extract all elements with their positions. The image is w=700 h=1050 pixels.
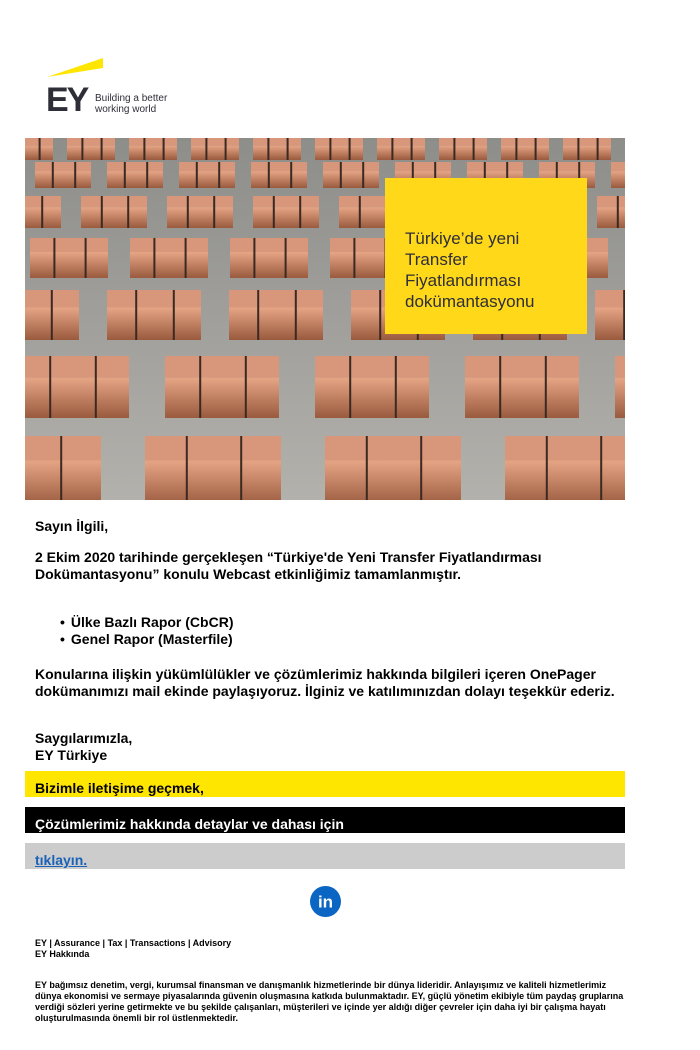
hero-title-line-4: dokümantasyonu [405,292,535,311]
contact-bar: Bizimle iletişime geçmek, [25,771,625,797]
copper-stack-top [595,290,625,308]
stack-strap [51,290,53,340]
stack-strap [101,196,103,228]
stack-strap [85,238,87,278]
copper-stack-side [251,171,307,188]
copper-stack-side [439,146,487,160]
stack-strap [52,162,54,188]
copper-stack-top [129,138,177,146]
stack-strap [213,196,215,228]
copper-stack-side [505,461,625,501]
stack-strap [186,436,188,500]
intro-paragraph: 2 Ekim 2020 tarihinde gerçekleşen “Türkiye'de Yeni Transfer Fiyatlandırması Dokümantasyonu” konulu Webcast etkinliğimiz tamamlanmıştır. [35,549,542,582]
stack-strap [395,356,397,418]
copper-stack-top [167,196,233,207]
linkedin-icon-text: in [317,892,334,912]
copper-stack-top [501,138,549,146]
stack-strap [49,356,51,418]
click-here-link[interactable]: tıklayın. [35,852,88,868]
stack-strap [185,238,187,278]
stack-strap [499,356,501,418]
hero-banner [25,138,625,500]
stack-strap [285,238,287,278]
copper-stack-top [315,138,363,146]
stack-strap [153,238,155,278]
stack-strap [545,356,547,418]
linkedin-icon[interactable] [310,886,341,917]
copper-stack-top [597,196,625,207]
copper-stack-top [230,238,308,252]
hero-title-box [385,178,587,334]
copper-stack-side [253,146,301,160]
copper-stack-side [501,146,549,160]
copper-stack-side [611,171,625,188]
stack-strap [453,138,455,160]
copper-stack-side [191,146,239,160]
logo-tagline-2: working world [95,104,157,115]
stack-strap [173,290,175,340]
footer-description: EY bağımsız denetim, vergi, kurumsal finansman ve danışmanlık hizmetlerinde bir dünya lideridir. Anlayışımız ve kaliteli hizmetlerimiz dünya ekonomisi ve sermaye piyasalarında güvenin oluşmasına katkıda bulunmaktadır. EY, güçlü yönetim ekibiyle tüm paydaş gruplarına verdiği sözleri yerine getirmekte ve bu şekilde çalışanları, müşterileri ve içinde yer aldığı diğer çevreler için daha iyi bir çalışma hayatı oluşturulmasında önemli bir rol üstlenmektedir. [35,980,624,1023]
topic-list [60,614,233,648]
hero-title-line-2: Transfer [405,250,468,269]
stack-strap [349,138,351,160]
copper-stack-side [107,308,201,341]
copper-stack-side [25,378,129,418]
copper-stack-top [563,138,611,146]
copper-stack-top [67,138,115,146]
copper-stack-side [25,461,101,501]
stack-strap [245,356,247,418]
stack-strap [546,436,548,500]
copper-stack-top [35,162,91,171]
copper-stack-side [615,378,625,418]
copper-stack-side [81,207,147,228]
copper-stack-top [611,162,625,171]
stack-strap [205,138,207,160]
stack-strap [74,162,76,188]
copper-stack-top [30,238,108,252]
stack-strap [60,436,62,500]
stack-strap [135,290,137,340]
copper-stack-top [395,162,451,171]
stack-strap [218,162,220,188]
copper-stack-side [30,252,108,278]
copper-stack-side [167,207,233,228]
copper-stack-top [25,436,101,461]
copper-stack-side [323,171,379,188]
copper-stack-side [595,308,625,341]
hero-title-line-1: Türkiye’de yeni [405,229,520,248]
stack-strap [257,290,259,340]
copper-stack-top [251,162,307,171]
copper-stack-top [465,356,579,378]
list-item: • Genel Rapor (Masterfile) [60,631,233,648]
stack-strap [225,138,227,160]
stack-strap [53,238,55,278]
details-bar: Çözümlerimiz hakkında detaylar ve dahası için [25,807,625,833]
stack-strap [101,138,103,160]
copper-stack-top [130,238,208,252]
copper-stack-top [377,138,425,146]
copper-stack-top [107,162,163,171]
stack-strap [240,436,242,500]
ey-logo[interactable] [45,55,185,115]
stack-strap [196,162,198,188]
stack-strap [353,238,355,278]
copper-stack-top [179,162,235,171]
logo-beam-icon [47,58,103,77]
stack-strap [597,138,599,160]
stack-strap [199,356,201,418]
copper-stack-top [191,138,239,146]
copper-stack-side [165,378,279,418]
copper-stack-top [325,436,461,461]
stack-strap [340,162,342,188]
copper-stack-top [615,356,625,378]
copper-stack-side [129,146,177,160]
stack-strap [577,138,579,160]
stack-strap [623,290,625,340]
stack-strap [366,436,368,500]
stack-strap [411,138,413,160]
stack-strap [420,436,422,500]
stack-strap [391,138,393,160]
copper-stack-side [315,378,429,418]
copper-stack-top [107,290,201,308]
copper-stack-side [179,171,235,188]
stack-strap [187,196,189,228]
stack-strap [535,138,537,160]
stack-strap [362,162,364,188]
stack-strap [287,138,289,160]
copper-stack-side [230,252,308,278]
copper-stack-top [25,356,129,378]
copper-stack-side [563,146,611,160]
stack-strap [127,196,129,228]
logo-text: EY [46,81,88,115]
copper-stack-side [107,171,163,188]
greeting: Sayın İlgili, [35,518,109,534]
stack-strap [273,196,275,228]
copper-stack-side [229,308,323,341]
logo-tagline-1: Building a better [95,93,168,104]
stack-strap [515,138,517,160]
signature: EY Türkiye [35,747,108,763]
copper-stack-side [35,171,91,188]
stack-strap [359,196,361,228]
stack-strap [163,138,165,160]
stack-strap [268,162,270,188]
stack-strap [329,138,331,160]
stack-strap [81,138,83,160]
copper-stack-side [130,252,208,278]
footer-about-link[interactable]: EY Hakkında [35,949,90,959]
copper-stack-top [253,138,301,146]
copper-stack-side [315,146,363,160]
stack-strap [473,138,475,160]
copper-stack-top [505,436,625,461]
stack-strap [39,138,41,160]
copper-stack-top [323,162,379,171]
copper-stack-side [145,461,281,501]
copper-stack-top [439,138,487,146]
signoff: Saygılarımızla, [35,730,133,746]
copper-stack-top [165,356,279,378]
copper-stack-top [539,162,595,171]
copper-stack-top [315,356,429,378]
copper-stack-side [253,207,319,228]
link-bar [25,843,625,869]
stack-strap [295,290,297,340]
stack-strap [124,162,126,188]
stack-strap [299,196,301,228]
stack-strap [146,162,148,188]
copper-stack-side [377,146,425,160]
copper-stack-top [81,196,147,207]
stack-strap [600,436,602,500]
attachment-paragraph: Konularına ilişkin yükümlülükler ve çözümlerimiz hakkında bilgileri içeren OnePager dokümanımızı mail ekinde paylaşıyoruz. İlginiz ve katılımınızdan dolayı teşekkür ederiz. [35,666,615,699]
stack-strap [290,162,292,188]
stack-strap [267,138,269,160]
copper-stack-top [253,196,319,207]
stack-strap [617,196,619,228]
copper-stack-side [597,207,625,228]
stack-strap [349,356,351,418]
copper-stack-side [465,378,579,418]
stack-strap [41,196,43,228]
stack-strap [253,238,255,278]
stack-strap [143,138,145,160]
copper-stack-side [325,461,461,501]
copper-stack-top [145,436,281,461]
list-item: • Ülke Bazlı Rapor (CbCR) [60,614,233,631]
copper-stack-top [467,162,523,171]
hero-title-line-3: Fiyatlandırması [405,271,522,290]
stack-strap [95,356,97,418]
footer-links[interactable]: EY | Assurance | Tax | Transactions | Advisory [35,938,232,948]
copper-stack-top [229,290,323,308]
copper-stack-side [67,146,115,160]
signature-block [35,730,132,764]
stack-strap [379,290,381,340]
